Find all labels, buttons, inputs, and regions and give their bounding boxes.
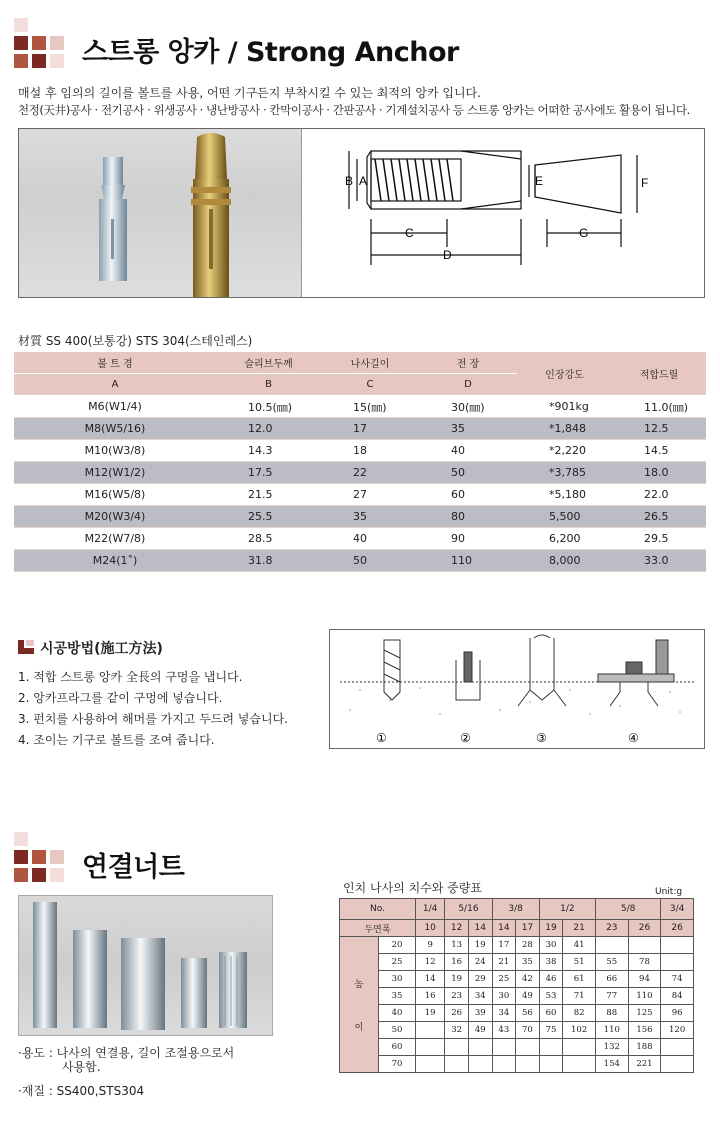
method-diagram-box	[329, 629, 705, 749]
nut-weight: 38	[539, 954, 563, 971]
spec-value: 80	[419, 506, 517, 528]
nut-weight: 43	[492, 1022, 516, 1039]
dim-label-a: A	[359, 174, 368, 188]
spec-header-cell: 적합드릴	[612, 352, 706, 396]
nut-weight: 16	[416, 988, 445, 1005]
nut-weight: 19	[445, 971, 469, 988]
nut-width: 14	[492, 920, 516, 937]
nut-weight: 84	[661, 988, 694, 1005]
dim-label-f: F	[641, 176, 649, 190]
nut-height-label	[340, 937, 379, 1073]
nut-width: 21	[563, 920, 596, 937]
nut-weight	[595, 937, 628, 954]
nut-width: 14	[468, 920, 492, 937]
method-title: 시공방법(施工方法)	[40, 641, 163, 657]
nut-table-unit: Unit:g	[655, 887, 683, 897]
nut-weight: 61	[563, 971, 596, 988]
nut-weight: 60	[539, 1005, 563, 1022]
spec-value: 27	[321, 484, 419, 506]
spec-row	[14, 550, 706, 572]
nut-width: 12	[445, 920, 469, 937]
nut-weight	[445, 1056, 469, 1073]
nut-weight: 19	[468, 937, 492, 954]
nut-weight: 70	[516, 1022, 540, 1039]
spec-value: 40	[321, 528, 419, 550]
nut-height-label-2: 이	[354, 1022, 364, 1033]
nut-weight	[516, 1039, 540, 1056]
method-step: 3. 펀치를 사용하여 해머를 가지고 두드려 넣습니다.	[18, 712, 288, 726]
nut-weight	[445, 1039, 469, 1056]
spec-row	[14, 462, 706, 484]
nut-weight: 120	[661, 1022, 694, 1039]
nut-row	[340, 1039, 694, 1056]
nut-weight: 42	[516, 971, 540, 988]
spec-value: 14.5	[612, 440, 706, 462]
spec-value: 35	[419, 418, 517, 440]
spec-bolt-size: M22(W7/8)	[14, 528, 216, 550]
spec-header-cell: 슬리브두께	[216, 352, 321, 374]
spec-value: 28.5	[216, 528, 321, 550]
nut-weight: 16	[445, 954, 469, 971]
nut-row	[340, 988, 694, 1005]
nut-weight: 125	[628, 1005, 661, 1022]
spec-header-cell: B	[216, 374, 321, 396]
spec-value: *901kg	[517, 396, 612, 418]
nut-width-label: 두면폭	[340, 920, 416, 937]
spec-header-cell: C	[321, 374, 419, 396]
nut-weight	[468, 1056, 492, 1073]
nut-size: 3/8	[492, 899, 539, 920]
nut-weight: 102	[563, 1022, 596, 1039]
nut-row	[340, 1005, 694, 1022]
nut-weight: 34	[468, 988, 492, 1005]
nut-width-row	[340, 920, 694, 937]
nut-height: 30	[379, 971, 416, 988]
spec-value: 40	[419, 440, 517, 462]
spec-value: 31.8	[216, 550, 321, 572]
nut-weight	[661, 954, 694, 971]
spec-value: *1,848	[517, 418, 612, 440]
nut-photo	[18, 895, 273, 1036]
nut-size: 5/8	[595, 899, 660, 920]
spec-header-cell: 볼 트 경	[14, 352, 216, 374]
nut-size-row	[340, 899, 694, 920]
spec-row	[14, 396, 706, 418]
nut-weight: 96	[661, 1005, 694, 1022]
nut-weight: 51	[563, 954, 596, 971]
spec-bolt-size: M20(W3/4)	[14, 506, 216, 528]
nut-weight: 49	[468, 1022, 492, 1039]
nut-size: 1/4	[416, 899, 445, 920]
nut-height: 60	[379, 1039, 416, 1056]
nut-weight: 17	[492, 937, 516, 954]
spec-value: *2,220	[517, 440, 612, 462]
spec-header-cell: 인장강도	[517, 352, 612, 396]
nut-height: 70	[379, 1056, 416, 1073]
nut-weight: 35	[516, 954, 540, 971]
spec-header-cell: 나사길이	[321, 352, 419, 374]
spec-value: 10.5(㎜)	[216, 396, 321, 418]
spec-value: 11.0(㎜)	[612, 396, 706, 418]
nut-weight: 188	[628, 1039, 661, 1056]
spec-header-row	[14, 352, 706, 374]
nut-weight	[516, 1056, 540, 1073]
nut-weight	[492, 1039, 516, 1056]
nut-weight: 82	[563, 1005, 596, 1022]
dim-label-d: D	[443, 248, 452, 262]
nut-weight: 88	[595, 1005, 628, 1022]
spec-value: 22.0	[612, 484, 706, 506]
nut-row	[340, 937, 694, 954]
nut-weight: 66	[595, 971, 628, 988]
brand-logo-squares	[14, 18, 64, 72]
nut-width: 17	[516, 920, 540, 937]
nut-weight	[416, 1056, 445, 1073]
nut-weight: 156	[628, 1022, 661, 1039]
nut-no-label: No.	[340, 899, 416, 920]
spec-value: 60	[419, 484, 517, 506]
nut-weight: 77	[595, 988, 628, 1005]
nut-weight	[416, 1022, 445, 1039]
nut-weight: 110	[628, 988, 661, 1005]
method-icon	[18, 640, 34, 654]
nut-weight: 30	[539, 937, 563, 954]
step-mark: ②	[460, 731, 471, 745]
nut-height: 50	[379, 1022, 416, 1039]
nut-weight	[468, 1039, 492, 1056]
nut-width: 26	[661, 920, 694, 937]
nut-weight	[628, 937, 661, 954]
intro-line-1: 매설 후 임의의 길이를 볼트를 사용, 어떤 기구든지 부착시킬 수 있는 최적의 앙카 입니다.	[18, 86, 481, 100]
spec-value: 5,500	[517, 506, 612, 528]
method-step: 2. 앙카프라그를 같이 구멍에 넣습니다.	[18, 691, 223, 705]
nut-weight: 30	[492, 988, 516, 1005]
spec-value: 17	[321, 418, 419, 440]
nut-weight: 23	[445, 988, 469, 1005]
nut-weight: 26	[445, 1005, 469, 1022]
page-title: 스트롱 앙카 / Strong Anchor	[82, 37, 459, 68]
anchor-photo-icon	[19, 129, 301, 297]
nut-weight: 56	[516, 1005, 540, 1022]
spec-value: 50	[419, 462, 517, 484]
nut-weight: 94	[628, 971, 661, 988]
material-note: 材質 SS 400(보통강) STS 304(스테인레스)	[18, 334, 253, 348]
spec-value: 25.5	[216, 506, 321, 528]
anchor-dimension-diagram	[309, 129, 701, 297]
nut-weight: 110	[595, 1022, 628, 1039]
nut-weight	[492, 1056, 516, 1073]
nut-weight	[539, 1039, 563, 1056]
intro-line-2: 천정(天井)공사 · 전기공사 · 위생공사 · 냉난방공사 · 칸막이공사 · 간판공사 · 기계설치공사 등 스트롱 앙카는 어떠한 공사에도 활용이 됩니다.	[18, 103, 690, 117]
nut-weight: 74	[661, 971, 694, 988]
step-mark: ④	[628, 731, 639, 745]
anchor-illustration-box	[18, 128, 705, 298]
spec-bolt-size: M8(W5/16)	[14, 418, 216, 440]
spec-bolt-size: M6(W1/4)	[14, 396, 216, 418]
nut-weight	[661, 1056, 694, 1073]
nut-weight: 12	[416, 954, 445, 971]
nut-height: 20	[379, 937, 416, 954]
nut-weight: 34	[492, 1005, 516, 1022]
install-steps-diagram	[330, 630, 704, 748]
spec-value: 33.0	[612, 550, 706, 572]
spec-header-cell: A	[14, 374, 216, 396]
spec-value: 6,200	[517, 528, 612, 550]
nut-weight	[661, 1039, 694, 1056]
nut-weight: 154	[595, 1056, 628, 1073]
nut-weight: 14	[416, 971, 445, 988]
nut-weight: 13	[445, 937, 469, 954]
spec-header-cell: 전 장	[419, 352, 517, 374]
nut-weight: 28	[516, 937, 540, 954]
spec-value: 15(㎜)	[321, 396, 419, 418]
step-mark: ③	[536, 731, 547, 745]
nut-weight: 53	[539, 988, 563, 1005]
spec-value: 18.0	[612, 462, 706, 484]
nut-usage-cont: 사용함.	[62, 1060, 101, 1074]
nut-row	[340, 971, 694, 988]
nut-weight: 32	[445, 1022, 469, 1039]
nut-weight: 21	[492, 954, 516, 971]
nut-weight: 49	[516, 988, 540, 1005]
nut-table	[339, 898, 694, 1073]
nut-table-title: 인치 나사의 치수와 중량표	[343, 881, 482, 895]
spec-value: 35	[321, 506, 419, 528]
brand-logo-squares	[14, 832, 64, 886]
spec-table	[14, 352, 706, 572]
nut-height: 25	[379, 954, 416, 971]
spec-value: 29.5	[612, 528, 706, 550]
nut-weight	[563, 1056, 596, 1073]
nut-width: 19	[539, 920, 563, 937]
dim-label-b: B	[345, 174, 354, 188]
nut-height: 40	[379, 1005, 416, 1022]
spec-row	[14, 506, 706, 528]
nut-photo-icon	[19, 896, 272, 1035]
spec-row	[14, 528, 706, 550]
nut-height: 35	[379, 988, 416, 1005]
nut-weight: 55	[595, 954, 628, 971]
nut-weight: 71	[563, 988, 596, 1005]
method-step: 4. 조이는 기구로 볼트를 조여 줍니다.	[18, 733, 215, 747]
spec-value: 18	[321, 440, 419, 462]
spec-value: 21.5	[216, 484, 321, 506]
dim-label-e: E	[535, 174, 544, 188]
nut-row	[340, 1056, 694, 1073]
nut-weight: 41	[563, 937, 596, 954]
nut-width: 26	[628, 920, 661, 937]
nut-weight: 25	[492, 971, 516, 988]
dim-label-g: G	[579, 226, 589, 240]
nut-row	[340, 1022, 694, 1039]
nut-weight	[563, 1039, 596, 1056]
nut-weight: 75	[539, 1022, 563, 1039]
nut-weight: 24	[468, 954, 492, 971]
nut-width: 23	[595, 920, 628, 937]
nut-row	[340, 954, 694, 971]
anchor-photo	[19, 129, 302, 297]
spec-value: 14.3	[216, 440, 321, 462]
nut-width: 10	[416, 920, 445, 937]
spec-value: *3,785	[517, 462, 612, 484]
spec-row	[14, 484, 706, 506]
nut-size: 3/4	[661, 899, 694, 920]
spec-value: 12.5	[612, 418, 706, 440]
nut-weight	[539, 1056, 563, 1073]
nut-weight: 9	[416, 937, 445, 954]
spec-value: 8,000	[517, 550, 612, 572]
nut-weight: 19	[416, 1005, 445, 1022]
spec-value: 50	[321, 550, 419, 572]
method-step: 1. 적합 스트롱 앙카 全長의 구멍을 냅니다.	[18, 670, 243, 684]
nut-weight: 132	[595, 1039, 628, 1056]
spec-value: *5,180	[517, 484, 612, 506]
spec-value: 110	[419, 550, 517, 572]
nut-weight	[416, 1039, 445, 1056]
nut-weight: 46	[539, 971, 563, 988]
dim-label-c: C	[405, 226, 414, 240]
spec-value: 17.5	[216, 462, 321, 484]
spec-bolt-size: M16(W5/8)	[14, 484, 216, 506]
nut-size: 5/16	[445, 899, 492, 920]
spec-bolt-size: M12(W1/2)	[14, 462, 216, 484]
spec-row	[14, 440, 706, 462]
nut-weight: 39	[468, 1005, 492, 1022]
spec-value: 26.5	[612, 506, 706, 528]
nut-weight	[661, 937, 694, 954]
nut-weight: 78	[628, 954, 661, 971]
nut-weight: 29	[468, 971, 492, 988]
nut-height-label-1: 높	[354, 979, 364, 990]
spec-value: 12.0	[216, 418, 321, 440]
section2-title: 연결너트	[82, 852, 185, 883]
nut-size: 1/2	[539, 899, 595, 920]
step-mark: ①	[376, 731, 387, 745]
spec-value: 30(㎜)	[419, 396, 517, 418]
nut-material: ·재질 : SS400,STS304	[18, 1084, 145, 1098]
spec-value: 22	[321, 462, 419, 484]
spec-bolt-size: M24(1˚)	[14, 550, 216, 572]
nut-weight: 221	[628, 1056, 661, 1073]
spec-header-cell: D	[419, 374, 517, 396]
spec-value: 90	[419, 528, 517, 550]
nut-usage: ·용도 : 나사의 연결용, 길이 조절용으로서	[18, 1046, 235, 1060]
spec-bolt-size: M10(W3/8)	[14, 440, 216, 462]
spec-row	[14, 418, 706, 440]
